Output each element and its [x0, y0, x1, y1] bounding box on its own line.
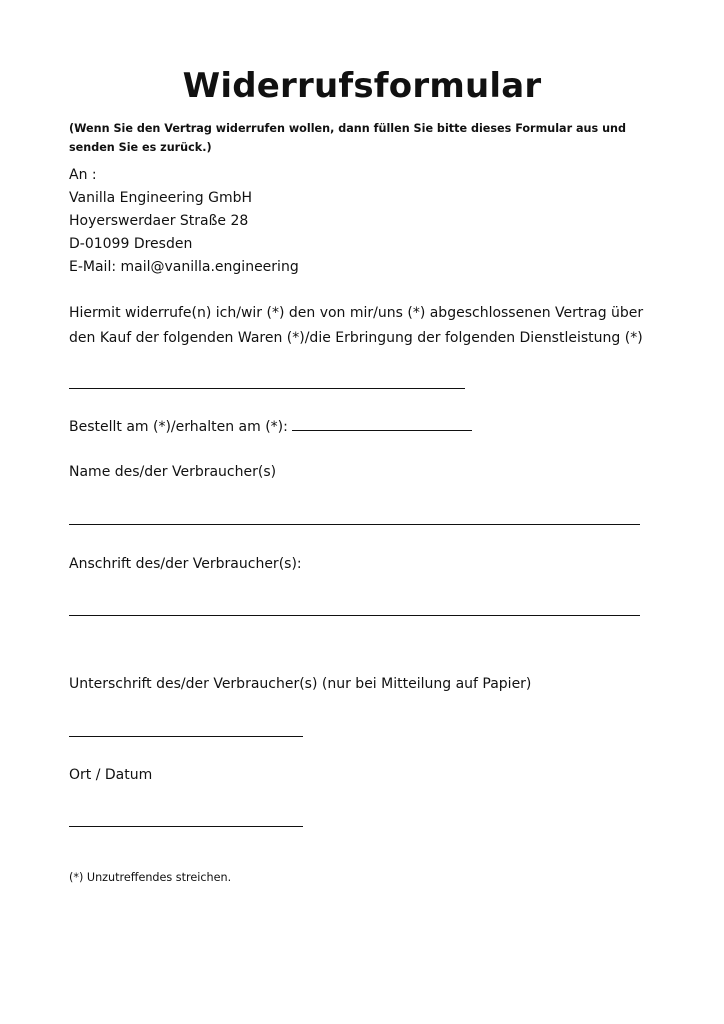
goods-services-blank-line[interactable] [69, 388, 465, 389]
intro-note: (Wenn Sie den Vertrag widerrufen wollen, dann füllen Sie bitte dieses Formular aus und senden Sie es zurück.) [69, 122, 627, 154]
consumer-name-blank-line[interactable] [69, 524, 640, 525]
ordered-received-label: Bestellt am (*)/erhalten am (*): [69, 419, 288, 435]
ordered-received-row [69, 416, 472, 439]
recipient-street: Hoyerswerdaer Straße 28 [69, 213, 249, 229]
footnote: (*) Unzutreffendes streichen. [69, 871, 232, 884]
recipient-city: D-01099 Dresden [69, 236, 193, 252]
page-title: Widerrufsformular [182, 66, 542, 106]
consumer-address-blank-line[interactable] [69, 615, 640, 616]
withdrawal-statement-line-2: den Kauf der folgenden Waren (*)/die Erbringung der folgenden Dienstleistung (*) [69, 330, 643, 346]
signature-blank-line[interactable] [69, 736, 303, 737]
ordered-received-blank-line[interactable] [292, 417, 472, 431]
withdrawal-statement [69, 301, 669, 351]
place-date-blank-line[interactable] [69, 826, 303, 827]
withdrawal-statement-line-1: Hiermit widerrufe(n) ich/wir (*) den von mir/uns (*) abgeschlossenen Vertrag über [69, 305, 644, 321]
signature-label: Unterschrift des/der Verbraucher(s) (nur bei Mitteilung auf Papier) [69, 676, 532, 692]
recipient-company: Vanilla Engineering GmbH [69, 190, 252, 206]
place-date-label: Ort / Datum [69, 767, 153, 783]
consumer-address-label: Anschrift des/der Verbraucher(s): [69, 556, 302, 572]
recipient-email: E-Mail: mail@vanilla.engineering [69, 259, 299, 275]
recipient-label: An : [69, 167, 97, 183]
consumer-name-label: Name des/der Verbraucher(s) [69, 464, 277, 480]
